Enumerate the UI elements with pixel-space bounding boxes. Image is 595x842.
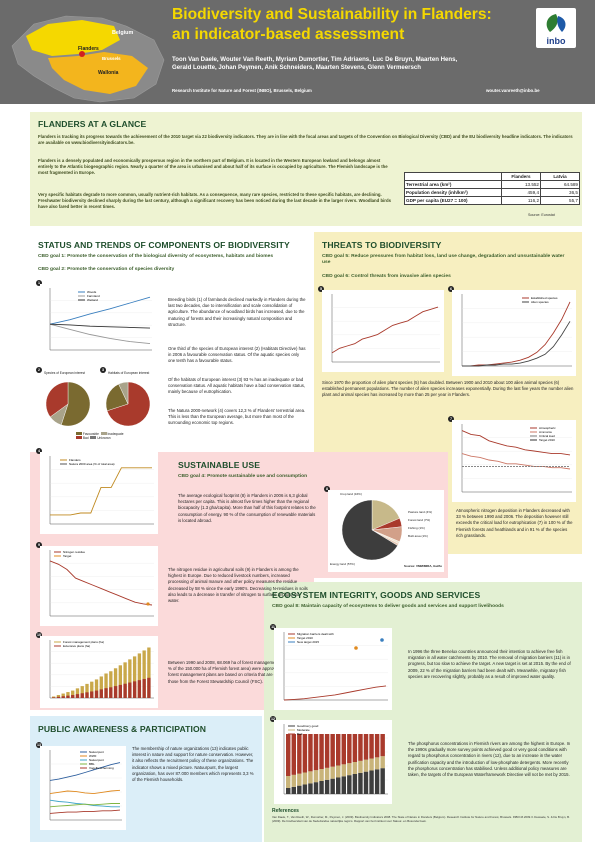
poster-title-line1: Biodiversity and Sustainability in Flanders: (172, 6, 492, 23)
phosphorus-bar (364, 760, 368, 772)
phosphorus-bar (297, 774, 301, 786)
phosphorus-bar (369, 771, 373, 795)
phosphorus-bar (286, 734, 290, 776)
legend-label: Alien species (531, 300, 549, 305)
glance-paragraph-3: Very specific habitats degrade to more common, usually nutrient-rich habitats. As a consequence, many rare species, restricted to these specific habitats, are declining. Freshwater biodiversity declined sharply during the last century, although a significant recovery has been noticed during the last decade in the larger rivers. Woodland birds have also fared better in recent times. (38, 192, 391, 210)
extensive-bar (147, 678, 150, 698)
phosphorus-bar (369, 759, 373, 771)
sustainable-heading: SUSTAINABLE USE (178, 460, 261, 470)
phosphorus-bar (380, 756, 384, 768)
phosphorus-bar (330, 779, 334, 794)
phosphorus-bar (319, 781, 323, 794)
phosphorus-bar (347, 734, 351, 763)
phosphorus-bar (303, 773, 307, 785)
figure-number-11: 11 (271, 625, 275, 629)
table-cell: Population density (inh/km²) (405, 189, 502, 197)
extensive-bar (128, 683, 131, 698)
phosphorus-bar (292, 734, 296, 775)
table-cell: 64.589 (541, 181, 580, 189)
extensive-bar (52, 697, 55, 698)
extensive-bar (109, 687, 112, 698)
legend-label: Flanders (69, 458, 81, 463)
legend-label: Natuurpunt (89, 750, 104, 755)
figure-number-9: 9 (38, 543, 40, 547)
phosphorus-bar (380, 734, 384, 756)
status-text-breeding-birds: Breeding birds (1) of farmlands declined markedly in Flanders during the last two decades, due to intensification and scale consolidation of agriculture. The abundance of woodland birds has increased, due to the maturing of forests and their increasingly natural composition and structure. (168, 297, 306, 327)
table-cell: Terrestrial area (km²) (405, 181, 502, 189)
pie8-label-energy: Energy land (57%) (330, 562, 355, 566)
phosphorus-bar (319, 769, 323, 781)
legend-label: Good/very good (297, 724, 319, 729)
pie-3-label: Habitats of European interest (108, 371, 150, 375)
figure-number-7: 7 (450, 417, 452, 421)
legend-label: Woods (87, 290, 97, 295)
phosphorus-bar (325, 768, 329, 780)
chart-forest-management (40, 636, 158, 708)
legend-swatch-bad (76, 436, 82, 439)
threats-goal-6: CBD goal 6: Control threats from invasive alien species (322, 274, 451, 279)
authors-line2: Gerald Louette, Johan Peymen, Anik Schneiders, Maarten Stevens, Glenn Vermeersch (172, 64, 422, 71)
extensive-bar (123, 684, 126, 698)
pie8-label-forest: Forest land (7%) (408, 518, 431, 522)
legend-label: Natuurpunt (89, 758, 104, 763)
pie-legend (76, 432, 156, 441)
threats-heading: THREATS TO BIODIVERSITY (322, 240, 442, 250)
phosphorus-bar (297, 734, 301, 774)
table-header-row (405, 173, 580, 181)
legend-label: Natura 2000 area (% of total area) (69, 462, 115, 467)
phosphorus-bar (325, 780, 329, 794)
ecosystem-goal-8: CBD goal 8: Maintain capacity of ecosystems to deliver goods and services and support livelihoods (272, 604, 504, 609)
series-line (50, 324, 150, 343)
table-cell: 459,4 (502, 189, 541, 197)
pie-species-european-interest (40, 376, 96, 432)
extensive-bar (90, 691, 93, 698)
migration-barriers-line (284, 686, 386, 700)
phosphorus-bar (314, 770, 318, 782)
glance-paragraph-1: Flanders is tracking its progress towards the achievement of the 2010 target via 22 biodiversity indicators. They are in line with the focal areas and targets of the Convention on Biological Diversity (CBD) and the EU biodiversity headline indicators. The indicators are available on www.biodiversityindicators.be. (38, 134, 573, 146)
status-goal-1: CBD goal 1: Promote the conservation of the biological diversity of ecosystems, habitats and biomes (38, 254, 274, 259)
awareness-text-membership: The membership of nature organizations (13) indicates public interest in nature and support for nature conservation. However, it also reflects the recruitment policy of these organizations. The indicator shows a mixed picture. Natuurpunt, the largest organization, has over 87.000 members which represents 3,3 % of the Flemish households. (132, 746, 254, 783)
table-row (405, 197, 580, 205)
chart-alien-animals (452, 290, 576, 376)
phosphorus-bar (319, 734, 323, 769)
legend-swatch-unknown (90, 436, 96, 439)
map-label-belgium: Belgium (112, 30, 134, 36)
awareness-heading: PUBLIC AWARENESS & PARTICIPATION (38, 724, 207, 734)
nitrogen-residue-line (50, 561, 152, 605)
status-text-habitats: Of the habitats of European interest (3) 93 % has an inadequate or bad conservation status. All aquatic habitats have a bad conservation status, mainly because of eutrophication. (168, 377, 306, 395)
contact-email[interactable]: wouter.vanreeth@inbo.be (486, 88, 540, 93)
sustainable-text-forest: Between 1990 and 2008, 68.069 ha of forest management plans (10) (43 % of the 150.000 ha of Flemish forest area) were approved. Extensive forest management plans are based on criteria that are closely related to those from the Forest Stewardship Council (FSC). (168, 660, 307, 684)
pie-ecological-footprint (338, 496, 406, 564)
chart-phosphorus (274, 720, 392, 804)
phosphorus-bar (342, 764, 346, 776)
extensive-bar (57, 697, 60, 698)
legend-label: Target 2010 (297, 636, 313, 641)
phosphorus-bar (325, 734, 329, 768)
chart-nitrogen-deposition (452, 420, 576, 502)
extensive-bar (119, 685, 122, 698)
legend-label: Ammonia (539, 430, 552, 435)
legend-label: New target 2015 (297, 640, 320, 645)
ecosystem-text-phosphorus: The phosphorus concentrations in Flemish rivers are among the highest in Europe. In the 1990s gradually more survey points achieved good or very good conditions with regard to phosphorus concentration in rivers (12), due to an increase in the water purification capacity and the introduction of low-phosphate detergents. More recently the phosphorus concentration has stabilised. Unless additional policy measures are taken, the targets of the European Waterframework Directive will not be met by 2015. (408, 741, 571, 778)
table-source: Source: Eurostat (528, 213, 555, 217)
extensive-bar (114, 686, 117, 698)
extensive-bar (85, 692, 88, 698)
legend-label-unknown: Unknown (97, 436, 111, 441)
phosphorus-bar (303, 734, 307, 773)
inbo-logo (536, 8, 576, 48)
established-species-line (462, 302, 570, 366)
phosphorus-bar (347, 763, 351, 775)
threats-text-alien-species: Since 1970 the proportion of alien plant species (5) has doubled. Between 1900 and 2010 about 100 alien animal species (6) established permanent populations. The number of alien species increases exponentially. During the last five years the number alien plant and animal species has increased by more than 25 per year in Flanders. (322, 380, 574, 398)
chart-natura2000 (40, 452, 158, 534)
phosphorus-bar (347, 775, 351, 794)
legend-label: Vogelbescherming (89, 766, 114, 771)
series-line (50, 297, 150, 324)
target-marker (146, 602, 149, 605)
legend-label: Target 2010 (539, 438, 555, 443)
institute-line: Research Institute for Nature and Forest (INBO), Brussels, Belgium (172, 88, 312, 93)
chart-alien-plants (322, 290, 444, 372)
figure-number-3: 3 (102, 368, 104, 372)
phosphorus-bar (364, 734, 368, 760)
inbo-logo-text: inbo (546, 36, 566, 46)
phosphorus-bar (308, 771, 312, 783)
membership-line (50, 810, 120, 813)
phosphorus-bar (292, 775, 296, 787)
alien-species-line (462, 321, 570, 366)
target-2015-marker (380, 638, 384, 642)
pie8-label-built: Built area (1%) (408, 534, 428, 538)
phosphorus-bar (286, 788, 290, 794)
extensive-bar (71, 695, 74, 698)
legend-label: Established species (531, 296, 558, 301)
status-text-natura2000: The Natura 2000-network (4) covers 12,3 % of Flanders' terrestrial area. This is less than the European average, but more than most of the surrounding economic top regions. (168, 408, 306, 426)
table-cell: 36,5 (541, 189, 580, 197)
extensive-bar (133, 681, 136, 698)
pie8-label-cropland: Crop land (16%) (340, 492, 362, 496)
phosphorus-bar (330, 734, 334, 767)
sustainable-goal-4: CBD goal 4: Promote sustainable use and consumption (178, 474, 308, 479)
map-label-flanders: Flanders (78, 46, 99, 52)
figure-number-4: 4 (38, 449, 40, 453)
phosphorus-bar (364, 772, 368, 794)
figure-number-13: 13 (37, 743, 41, 747)
pie8-label-pasture: Pasture land (4%) (408, 510, 433, 514)
legend-label: Target (63, 554, 72, 559)
legend-label-inadequate: Inadequate (107, 432, 124, 436)
references-title: References (272, 808, 299, 814)
legend-label: Wetland (87, 298, 98, 303)
legend-label: Moderate (297, 728, 310, 733)
legend-label: Atmospheric (539, 426, 556, 431)
phosphorus-bar (353, 762, 357, 774)
legend-label-bad: Bad (82, 436, 89, 441)
phosphorus-bar (314, 734, 318, 770)
phosphorus-bar (330, 767, 334, 779)
table-row (405, 181, 580, 189)
table-header-cell: Flanders (502, 173, 541, 181)
phosphorus-bar (314, 782, 318, 794)
legend-label: Farmland (87, 294, 100, 299)
phosphorus-bar (375, 757, 379, 769)
figure-number-12: 12 (271, 717, 275, 721)
glance-heading: FLANDERS AT A GLANCE (38, 119, 147, 129)
extensive-bar (104, 688, 107, 698)
series-line (50, 324, 150, 328)
status-heading: STATUS AND TRENDS OF COMPONENTS OF BIODIVERSITY (38, 240, 290, 250)
authors-line1: Toon Van Daele, Wouter Van Reeth, Myriam Dumortier, Tim Adriaens, Luc De Bruyn, Maarten Hens, (172, 56, 458, 63)
figure-number-2: 2 (38, 368, 40, 372)
table-cell: 55,7 (541, 197, 580, 205)
target-2010-marker (354, 646, 358, 650)
extensive-bar (100, 689, 103, 698)
status-text-species: One third of the species of European interest (2) (Habitats Directive) has in 2006 a favourable conservation status. Of the aquatic species only one tenth has a favourable status. (168, 346, 306, 364)
threats-text-nitrogen: Atmospheric nitrogen deposition in Flanders decreased with 33 % between 1990 and 2006. The deposition however still exceeds the critical load for eutrophication (7) in 100 % of the Flemish forests and heathlands and in 91 % of the species rich grasslands. (456, 508, 573, 538)
phosphorus-bar (292, 787, 296, 794)
extensive-bar (138, 680, 141, 698)
phosphorus-bar (375, 734, 379, 757)
map-label-wallonia: Wallonia (98, 70, 119, 76)
belgium-map (4, 6, 174, 104)
table-row (405, 189, 580, 197)
status-goal-2: CBD goal 2: Promote the conservation of species diversity (38, 267, 175, 272)
figure-number-5: 5 (320, 287, 322, 291)
glance-paragraph-2: Flanders is a densely populated and economically prosperous region in the northern part of Belgium. It is located in the Western European lowland and belongs almost entirely to the Atlantic biogeographic region. Nearly a quarter of the area is urbanised and about half of its surface is occupied by agriculture. The Flemish landscape is the most fragmented in Europe. (38, 158, 388, 176)
phosphorus-bar (342, 734, 346, 764)
legend-swatch-inadequate (101, 432, 107, 435)
phosphorus-bar (369, 734, 373, 759)
legend-label: Extensive plans (ha) (63, 644, 91, 649)
phosphorus-bar (308, 783, 312, 794)
extensive-bar (95, 691, 98, 698)
phosphorus-bar (286, 776, 290, 788)
pie-habitats-european-interest (100, 376, 156, 432)
chart-nature-organisations (40, 746, 126, 830)
legend-label: Nitrogen residue (63, 550, 86, 555)
phosphorus-bar (336, 734, 340, 766)
phosphorus-bar (358, 734, 362, 761)
phosphorus-bar (358, 773, 362, 794)
map-label-brussels: Brussels (102, 56, 121, 61)
ecosystem-text-migration: In 1996 the three Benelux countries announced their intention to achieve free fish migration in all water catchments by 2010. The removal of migration barriers (11) is in progress, but too slow to achieve the target. A new target is set at 2015. By the end of 2009, 22 % of the migration barriers had been dealt with. Meanwhile, migratory fish species are recovering slightly, probably as a result of improved water quality. (408, 649, 571, 679)
phosphorus-bar (353, 774, 357, 794)
phosphorus-bar (353, 734, 357, 762)
extensive-bar (142, 679, 145, 698)
extensive-bar (76, 694, 79, 698)
pie-2-label: Species of European interest (44, 371, 85, 375)
figure-number-1: 1 (38, 281, 40, 285)
phosphorus-bar (342, 776, 346, 794)
phosphorus-bar (358, 761, 362, 773)
alien-plants-line (332, 307, 438, 353)
table-cell: GDP per capita (EU27 = 100) (405, 197, 502, 205)
table-cell: 13.552 (502, 181, 541, 189)
phosphorus-bar (375, 769, 379, 794)
phosphorus-bar (308, 734, 312, 771)
chart-nitrogen-residue (40, 546, 158, 626)
chart-migration-barriers (274, 628, 392, 710)
figure-number-10: 10 (37, 633, 41, 637)
extensive-bar (81, 693, 84, 698)
table-cell: 116,2 (502, 197, 541, 205)
sustainable-text-footprint: The average ecological footprint (8) in Flanders in 2006 is 6,3 global hectares per capita. This is almost five times higher than the regional biocapacity (1.3 gha/capita). More than half of this footprint relates to the consumption of energy. 90 % of the consumption of renewable materials is located abroad. (178, 493, 316, 523)
poster-title-line2: an indicator-based assessment (172, 26, 405, 43)
legend-swatch-favourable (76, 432, 82, 435)
table-header-cell: Latvia (541, 173, 580, 181)
figure-number-6: 6 (450, 287, 452, 291)
ecosystem-heading: ECOSYSTEM INTEGRITY, GOODS AND SERVICES (272, 590, 481, 600)
phosphorus-bar (297, 786, 301, 794)
phosphorus-bar (303, 785, 307, 795)
legend-label: Forest management plans (ha) (63, 640, 105, 645)
legend-label: Bad (297, 732, 303, 737)
pie8-label-fishing: Fishing (1%) (408, 526, 425, 530)
legend-label: Critical load (539, 434, 555, 439)
legend-label-favourable: Favourable (82, 432, 99, 436)
figure-number-8: 8 (326, 487, 328, 491)
pie8-source: Source: VMM/MIRA, Guilfu (404, 564, 442, 568)
sustainable-text-nitrogen-residue: The nitrogen residue in agricultural soils (9) in Flanders is among the highest in Europe. Due to reduced livestock numbers, increased processing of animal manure and other policy measures the residue decreased by 58 % since the early 1990's. Decreasing N-residues in soils also leads to a decrease in transfer of nitrogen to surface and ground water. (168, 567, 308, 604)
threats-goal-5: CBD goal 5: Reduce pressures from habitat loss, land use change, degradation and unsustainable water use (322, 254, 565, 266)
extensive-bar (66, 696, 69, 698)
references-text: Van Daele, T., Van Reeth, W., Dumortier, M., Peymen, J. (2009). Biodiversity Indicators 2008. The State of Nature in Flanders (Belgium). Research Institute for Nature and Forest, Brussels. INBO.M.2009.3. Dewaele, S. & De Bruyn, B. (2009). De biodiversiteit van de Nederlandse natuurlijke regio's. Rapport van het Instituut voor Natuur- en Bosonderzoek. (272, 815, 570, 823)
phosphorus-bar (336, 778, 340, 795)
chart-breeding-birds (40, 284, 156, 360)
legend-label: WWF (89, 754, 97, 759)
legend-label: Migration barriers dealt with (297, 632, 334, 637)
extensive-bar (62, 696, 65, 698)
inbo-leaf-icon (536, 10, 576, 38)
phosphorus-bar (380, 768, 384, 794)
natura2000-line (50, 468, 152, 515)
flanders-latvia-table (404, 172, 580, 205)
legend-label: BBL (89, 762, 95, 767)
phosphorus-bar (336, 766, 340, 778)
